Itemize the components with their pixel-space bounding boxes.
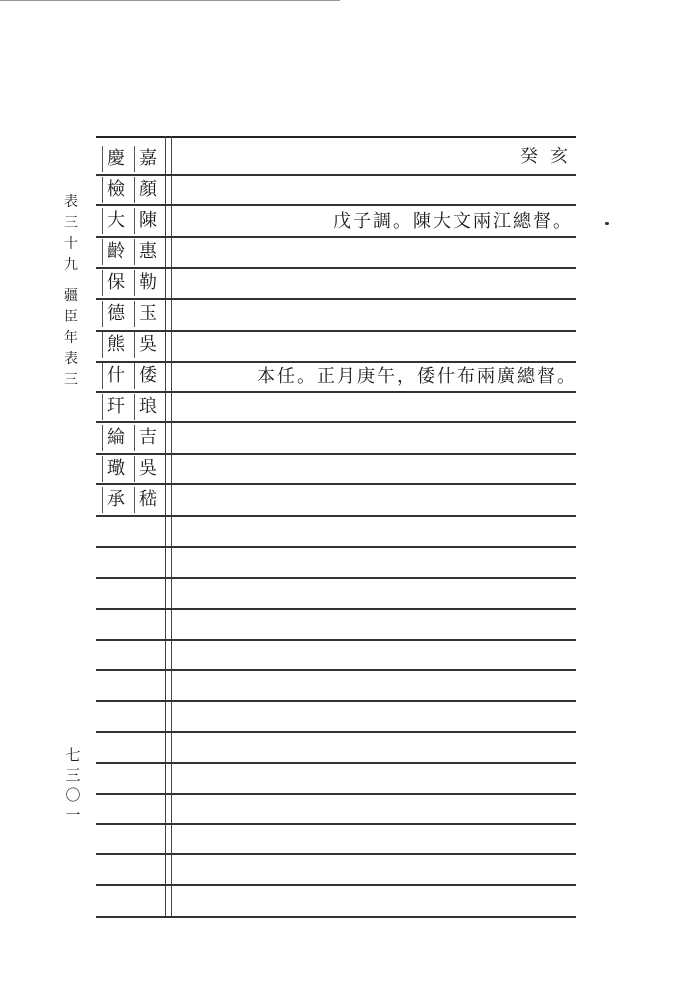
name-char: 倭 bbox=[134, 363, 161, 389]
name-row bbox=[98, 267, 164, 298]
name-char: 玕 bbox=[102, 394, 129, 420]
table-row-rule bbox=[96, 731, 576, 733]
page-number-char: 一 bbox=[65, 806, 81, 824]
name-char: 吳 bbox=[134, 456, 161, 482]
name-char: 承 bbox=[102, 487, 129, 513]
margin-char: 三 bbox=[64, 372, 78, 388]
table-row-rule bbox=[96, 174, 576, 176]
table-row-rule bbox=[96, 577, 576, 579]
name-char: 勒 bbox=[134, 270, 161, 296]
table-row-rule bbox=[96, 793, 576, 795]
table-row-rule bbox=[96, 453, 576, 455]
name-char: 嵇 bbox=[134, 487, 161, 513]
name-char: 熊 bbox=[102, 332, 129, 358]
entry-woshibu: 本任。正月庚午，倭什布兩廣總督。 bbox=[257, 366, 577, 387]
table-row-rule bbox=[96, 916, 576, 918]
margin-title bbox=[60, 192, 82, 391]
name-row bbox=[98, 360, 164, 391]
column-divider-inner bbox=[171, 136, 172, 916]
table-row-rule bbox=[96, 884, 576, 886]
name-row bbox=[98, 329, 164, 360]
margin-char: 九 bbox=[64, 257, 78, 273]
margin-gap bbox=[60, 276, 82, 286]
table-row-rule bbox=[96, 608, 576, 610]
name-row bbox=[98, 236, 164, 267]
page-number bbox=[62, 745, 84, 825]
page-number-char: 〇 bbox=[65, 786, 81, 804]
table-row-rule bbox=[96, 298, 576, 300]
table-row-rule bbox=[96, 762, 576, 764]
name-char: 大 bbox=[102, 208, 129, 234]
table-row-rule bbox=[96, 639, 576, 641]
margin-char: 三 bbox=[64, 215, 78, 231]
name-char: 德 bbox=[102, 301, 129, 327]
name-char: 玉 bbox=[134, 301, 161, 327]
year-heading: 癸亥 bbox=[520, 146, 580, 167]
name-char: 惠 bbox=[134, 239, 161, 265]
table-row-rule bbox=[96, 823, 576, 825]
table-row-rule bbox=[96, 330, 576, 332]
name-char: 陳 bbox=[134, 208, 161, 234]
table-row-rule bbox=[96, 421, 576, 423]
name-char: 顏 bbox=[134, 177, 161, 203]
margin-char: 臣 bbox=[64, 309, 78, 325]
name-row bbox=[98, 453, 164, 484]
name-row bbox=[98, 422, 164, 453]
page-number-char: 七 bbox=[65, 746, 81, 764]
name-char: 璥 bbox=[102, 456, 129, 482]
entry-chen-dawen: 戊子調。陳大文兩江總督。 bbox=[333, 211, 573, 232]
name-char: 檢 bbox=[102, 177, 129, 203]
name-char: 吳 bbox=[134, 332, 161, 358]
table-row-rule bbox=[96, 700, 576, 702]
table-row-rule bbox=[96, 267, 576, 269]
scan-edge-line bbox=[0, 0, 340, 1]
table-row-rule bbox=[96, 483, 576, 485]
name-char: 綸 bbox=[102, 425, 129, 451]
name-row bbox=[98, 174, 164, 205]
column-divider bbox=[165, 136, 166, 916]
name-char: 保 bbox=[102, 270, 129, 296]
margin-char: 疆 bbox=[64, 288, 78, 304]
table-row-rule bbox=[96, 546, 576, 548]
name-row bbox=[98, 298, 164, 329]
name-row bbox=[98, 391, 164, 422]
name-char: 嘉 bbox=[134, 146, 161, 172]
ink-speck bbox=[605, 222, 609, 225]
table-top-border bbox=[96, 136, 576, 138]
name-char: 齡 bbox=[102, 239, 129, 265]
name-row bbox=[98, 143, 164, 174]
table-row-rule bbox=[96, 669, 576, 671]
margin-char: 年 bbox=[64, 330, 78, 346]
margin-char: 十 bbox=[64, 236, 78, 252]
name-char: 慶 bbox=[102, 146, 129, 172]
table-row-rule bbox=[96, 853, 576, 855]
table-row-rule bbox=[96, 515, 576, 517]
name-char: 吉 bbox=[134, 425, 161, 451]
name-row bbox=[98, 205, 164, 236]
page-number-char: 三 bbox=[65, 766, 81, 784]
name-row bbox=[98, 484, 164, 515]
margin-char: 表 bbox=[64, 351, 78, 367]
margin-char: 表 bbox=[64, 194, 78, 210]
name-char: 琅 bbox=[134, 394, 161, 420]
name-char: 什 bbox=[102, 363, 129, 389]
